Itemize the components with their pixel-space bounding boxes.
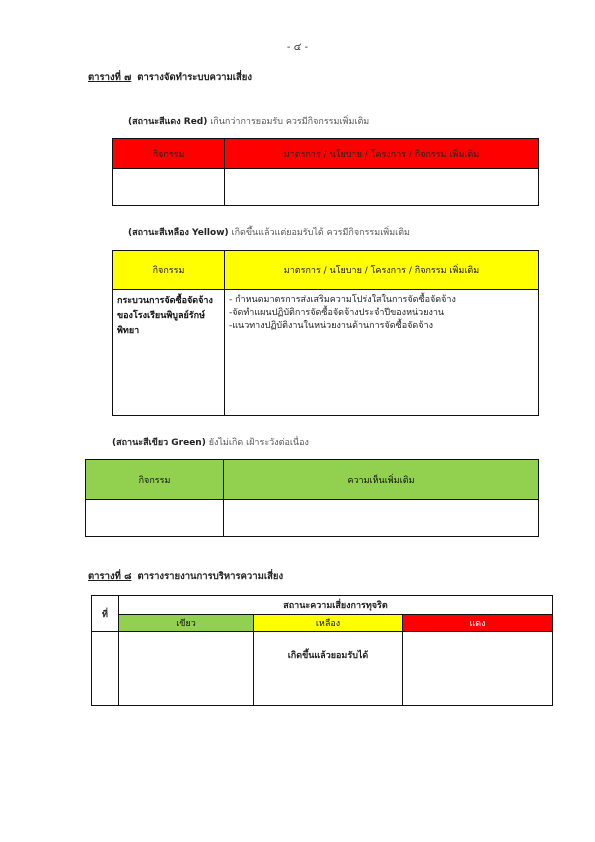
table8-title: ตารางรายงานการบริหารความเสี่ยง xyxy=(137,571,284,582)
page-number: - ๔ - xyxy=(286,42,309,53)
table7-label: ตารางที่ ๗ xyxy=(88,72,132,83)
risk-report-table xyxy=(91,595,553,706)
table7-title: ตารางจัดทำระบบความเสี่ยง xyxy=(137,72,253,83)
table7-heading xyxy=(88,70,252,85)
table8-heading xyxy=(88,569,283,584)
yellow-cell: เกิดขึ้นแล้วยอมรับได้ xyxy=(254,632,403,706)
yellow-risk-table xyxy=(112,250,539,416)
green-activity-cell xyxy=(86,500,224,537)
row-no-cell xyxy=(92,632,119,706)
red-col-activity: กิจกรรม xyxy=(113,139,225,169)
col-yellow: เหลือง xyxy=(254,615,403,632)
yellow-measure-item: -จัดทำแผนปฏิบัติการจัดซื้อจัดจ้างประจำปีของหน่วยงาน xyxy=(229,308,445,318)
red-status-desc: เกินกว่าการยอมรับ ควรมีกิจกรรมเพิ่มเติม xyxy=(210,117,370,127)
red-status-line xyxy=(128,114,369,128)
col-no: ที่ xyxy=(92,596,119,632)
yellow-activity-cell xyxy=(113,290,225,416)
col-status: สถานะความเสี่ยงการทุจริต xyxy=(119,596,553,615)
green-status-line xyxy=(112,435,309,449)
yellow-status-desc: เกิดขึ้นแล้วแต่ยอมรับได้ ควรมีกิจกรรมเพิ่มเติม xyxy=(231,228,410,238)
red-cell xyxy=(403,632,553,706)
green-status-desc: ยังไม่เกิด เฝ้าระวังต่อเนื่อง xyxy=(208,438,309,448)
yellow-col-activity: กิจกรรม xyxy=(113,251,225,290)
green-comment-cell xyxy=(224,500,539,537)
green-cell xyxy=(119,632,254,706)
red-activity-cell xyxy=(113,169,225,206)
yellow-measure-item: - กำหนดมาตรการส่งเสริมความโปร่งใสในการจัดซื้อจัดจ้าง xyxy=(229,295,456,305)
yellow-status-label: (สถานะสีเหลือง Yellow) xyxy=(128,228,229,238)
yellow-activity: กระบวนการจัดซื้อจัดจ้างของโรงเรียนพิบูลย์รักษ์พิทยา xyxy=(117,296,213,336)
green-col-comment: ความเห็นเพิ่มเติม xyxy=(224,460,539,500)
green-status-label: (สถานะสีเขียว Green) xyxy=(112,438,206,448)
green-col-activity: กิจกรรม xyxy=(86,460,224,500)
yellow-measures-cell xyxy=(225,290,539,416)
green-risk-table xyxy=(85,459,539,537)
red-status-label: (สถานะสีแดง Red) xyxy=(128,117,208,127)
yellow-col-measures: มาตรการ / นโยบาย / โครงการ / กิจกรรม เพิ่มเติม xyxy=(225,251,539,290)
yellow-status-line xyxy=(128,225,410,239)
yellow-measure-item: -แนวทางปฏิบัติงานในหน่วยงานด้านการจัดซื้อจัดจ้าง xyxy=(229,321,433,331)
red-risk-table xyxy=(112,138,539,206)
col-green: เขียว xyxy=(119,615,254,632)
table8-label: ตารางที่ ๘ xyxy=(88,571,132,582)
col-red: แดง xyxy=(403,615,553,632)
red-col-measures: มาตรการ / นโยบาย / โครงการ / กิจกรรม เพิ่มเติม xyxy=(225,139,539,169)
red-measures-cell xyxy=(225,169,539,206)
